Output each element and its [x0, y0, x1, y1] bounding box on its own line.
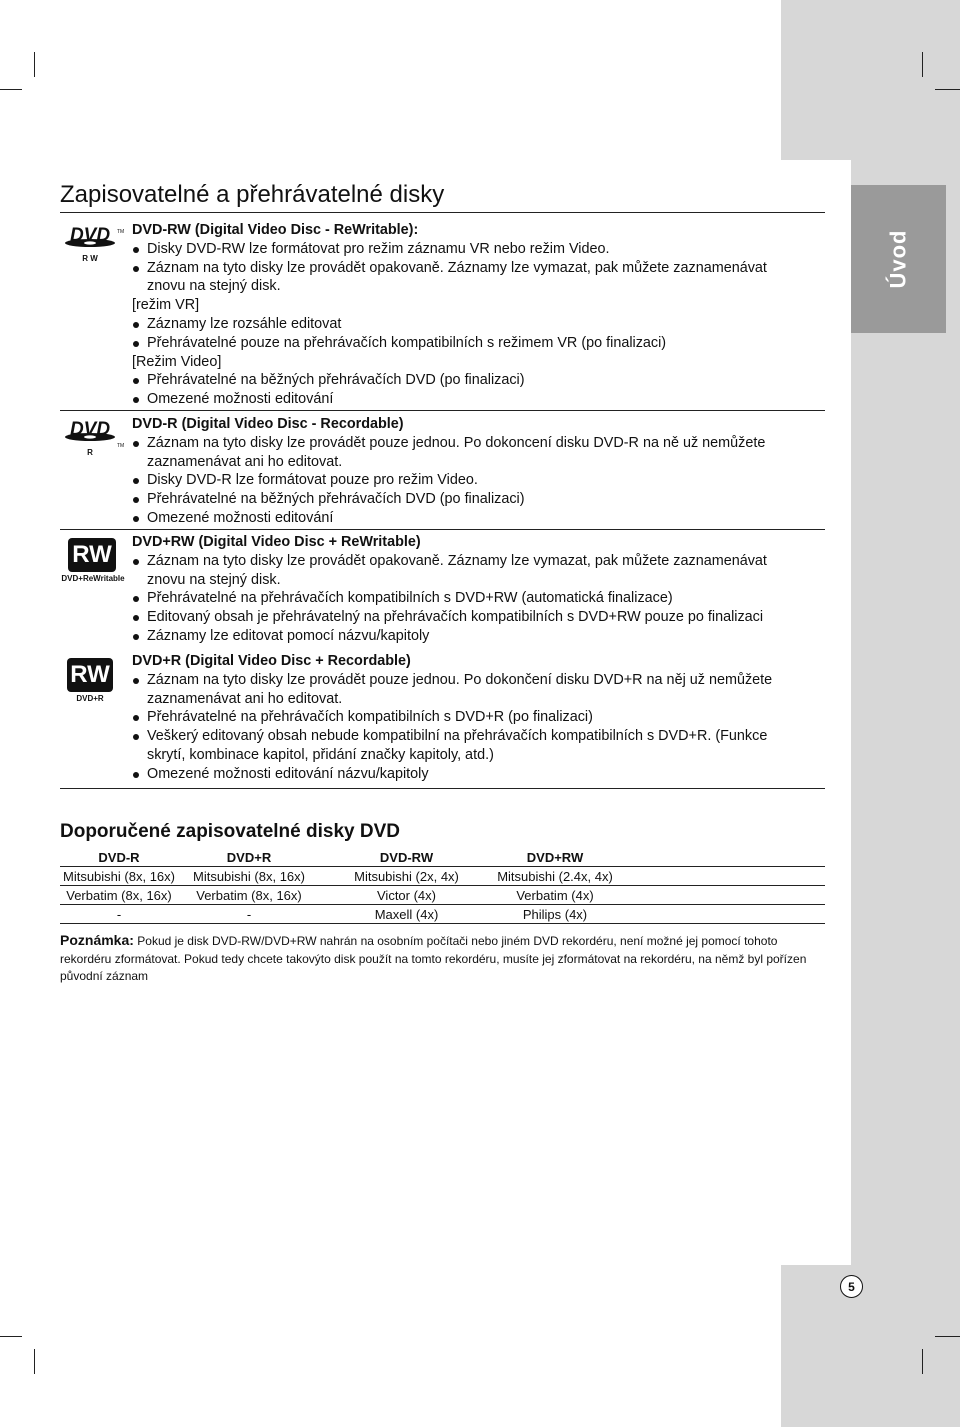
mode-label: [Režim Video]: [132, 353, 222, 370]
page-title: Zapisovatelné a přehrávatelné disky: [60, 181, 445, 208]
list-item: Omezené možnosti editování: [132, 509, 822, 528]
section-tab-label-wrap: [851, 185, 946, 333]
list-item: Přehrávatelné na běžných přehrávačích DVD (po finalizaci): [132, 490, 822, 509]
table-cell: -: [246, 906, 252, 922]
crop-mark: [0, 89, 22, 90]
list-item: Veškerý editovaný obsah nebude kompatibilní na přehrávačích kompatibilních s DVD+R. (Funkce: [132, 727, 822, 746]
svg-text:R: R: [87, 448, 93, 457]
list-item: Omezené možnosti editování: [132, 390, 822, 409]
table-row: [60, 905, 825, 924]
dvd-r-section: [132, 415, 822, 528]
table-cell-empty: [617, 905, 825, 924]
list-item: Záznam na tyto disky lze provádět opakovaně. Záznamy lze vymazat, pak můžete zaznamenávat: [132, 552, 822, 571]
column-header: DVD-RW: [379, 849, 434, 865]
table-cell: Mitsubishi (8x, 16x): [193, 868, 305, 884]
list-item-continuation: zaznamenávat ani ho editovat.: [147, 690, 343, 707]
list-item: Záznamy lze rozsáhle editovat: [132, 315, 822, 334]
table-cell: Verbatim (4x): [516, 887, 594, 903]
list-item: Záznamy lze editovat pomocí názvu/kapitoly: [132, 627, 822, 646]
dvd-plus-rw-section: [132, 533, 822, 646]
recommended-discs-table: [60, 848, 825, 924]
mode-label: [režim VR]: [132, 297, 200, 314]
svg-text:TM: TM: [117, 229, 125, 235]
list-item: Záznam na tyto disky lze provádět pouze jednou. Po dokončení disku DVD+R na něj už nemůžete: [132, 671, 822, 690]
dvd-plus-r-section: [132, 652, 822, 784]
list-item: Přehrávatelné na přehrávačích kompatibilních s DVD+RW (automatická finalizace): [132, 589, 822, 608]
note-label: Poznámka:: [60, 932, 134, 948]
divider: [60, 529, 825, 530]
logo-caption: DVD+R: [76, 694, 104, 703]
rw-logo-icon: RW: [67, 658, 113, 692]
crop-mark: [935, 1336, 960, 1337]
recommended-title: Doporučené zapisovatelné disky DVD: [60, 821, 400, 842]
table-cell: Verbatim (8x, 16x): [196, 887, 302, 903]
table-cell-empty: [617, 867, 825, 886]
crop-mark: [922, 52, 923, 77]
crop-mark: [922, 1349, 923, 1374]
dvd-rw-logo: [62, 223, 125, 263]
divider: [60, 212, 825, 213]
divider: [60, 410, 825, 411]
table-header-row: [60, 848, 825, 867]
dvd-rw-section: [132, 221, 822, 409]
list-item: Omezené možnosti editování názvu/kapitoly: [132, 765, 822, 784]
section-title: DVD-R (Digital Video Disc - Recordable): [132, 416, 404, 432]
list-item: Záznam na tyto disky lze provádět pouze jednou. Po dokoncení disku DVD-R na ně už nemůžete: [132, 434, 822, 453]
dvd-r-logo: [62, 417, 125, 457]
svg-text:R W: R W: [82, 254, 98, 263]
list-item: Záznam na tyto disky lze provádět opakovaně. Záznamy lze vymazat, pak můžete zaznamenávat: [132, 259, 822, 278]
column-header: DVD-R: [98, 849, 140, 865]
list-item: Editovaný obsah je přehrávatelný na přehrávačích kompatibilních s DVD+RW pouze po finalizaci: [132, 608, 822, 627]
divider: [60, 788, 825, 789]
dvd-logo-icon: [62, 223, 125, 263]
list-item-continuation: skrytí, kombinace kapitol, přidání značky kapitoly, atd.): [147, 746, 494, 763]
list-item: Přehrávatelné na přehrávačích kompatibilních s DVD+R (po finalizaci): [132, 708, 822, 727]
table-cell: -: [116, 906, 122, 922]
table-cell-empty: [617, 886, 825, 905]
column-header: DVD+RW: [526, 849, 584, 865]
table-cell: Mitsubishi (8x, 16x): [63, 868, 175, 884]
table-cell: Mitsubishi (2.4x, 4x): [497, 868, 613, 884]
note: [60, 932, 825, 986]
section-tab-label: Úvod: [885, 229, 911, 289]
section-title: DVD+RW (Digital Video Disc + ReWritable): [132, 534, 421, 550]
list-item: Disky DVD-RW lze formátovat pro režim záznamu VR nebo režim Video.: [132, 240, 822, 259]
dvd-plus-r-logo: [60, 658, 126, 706]
table-cell: Philips (4x): [522, 906, 588, 922]
note-text: Pokud je disk DVD-RW/DVD+RW nahrán na osobním počítači nebo jiném DVD rekordéru, není možné jej pomocí tohoto rekordéru zformátovat. Pokud tedy chcete takovýto disk použít na tomto rekordéru, musíte jej zformátovat na rekordéru, na němž byl pořízen původní záznam: [60, 934, 807, 983]
list-item-continuation: zaznamenávat ani ho editovat.: [147, 453, 343, 470]
table-cell: Maxell (4x): [374, 906, 439, 922]
table-row: [60, 886, 825, 905]
svg-text:DVD: DVD: [69, 225, 111, 246]
section-title: DVD-RW (Digital Video Disc - ReWritable):: [132, 222, 419, 238]
table-cell: Verbatim (8x, 16x): [66, 887, 172, 903]
rw-logo-icon: RW: [68, 538, 116, 572]
empty-header: [617, 848, 825, 867]
list-item-continuation: znovu na stejný disk.: [147, 278, 281, 295]
crop-mark: [0, 1336, 22, 1337]
list-item: Přehrávatelné na běžných přehrávačích DVD (po finalizaci): [132, 371, 822, 390]
crop-mark: [34, 1349, 35, 1374]
table-cell: Mitsubishi (2x, 4x): [354, 868, 459, 884]
page-number: 5: [840, 1275, 863, 1298]
logo-caption: DVD+ReWritable: [61, 574, 125, 583]
svg-text:TM: TM: [117, 443, 125, 449]
crop-mark: [935, 89, 960, 90]
svg-text:DVD: DVD: [69, 419, 111, 440]
column-header: DVD+R: [226, 849, 272, 865]
list-item: Disky DVD-R lze formátovat pouze pro režim Video.: [132, 471, 822, 490]
section-title: DVD+R (Digital Video Disc + Recordable): [132, 653, 411, 669]
table-row: [60, 867, 825, 886]
list-item-continuation: znovu na stejný disk.: [147, 571, 281, 588]
crop-mark: [34, 52, 35, 77]
dvd-logo-icon: [62, 417, 125, 457]
list-item: Přehrávatelné pouze na přehrávačích kompatibilních s režimem VR (po finalizaci): [132, 334, 822, 353]
table-cell: Victor (4x): [377, 887, 436, 903]
dvd-plus-rw-logo: [60, 538, 126, 586]
